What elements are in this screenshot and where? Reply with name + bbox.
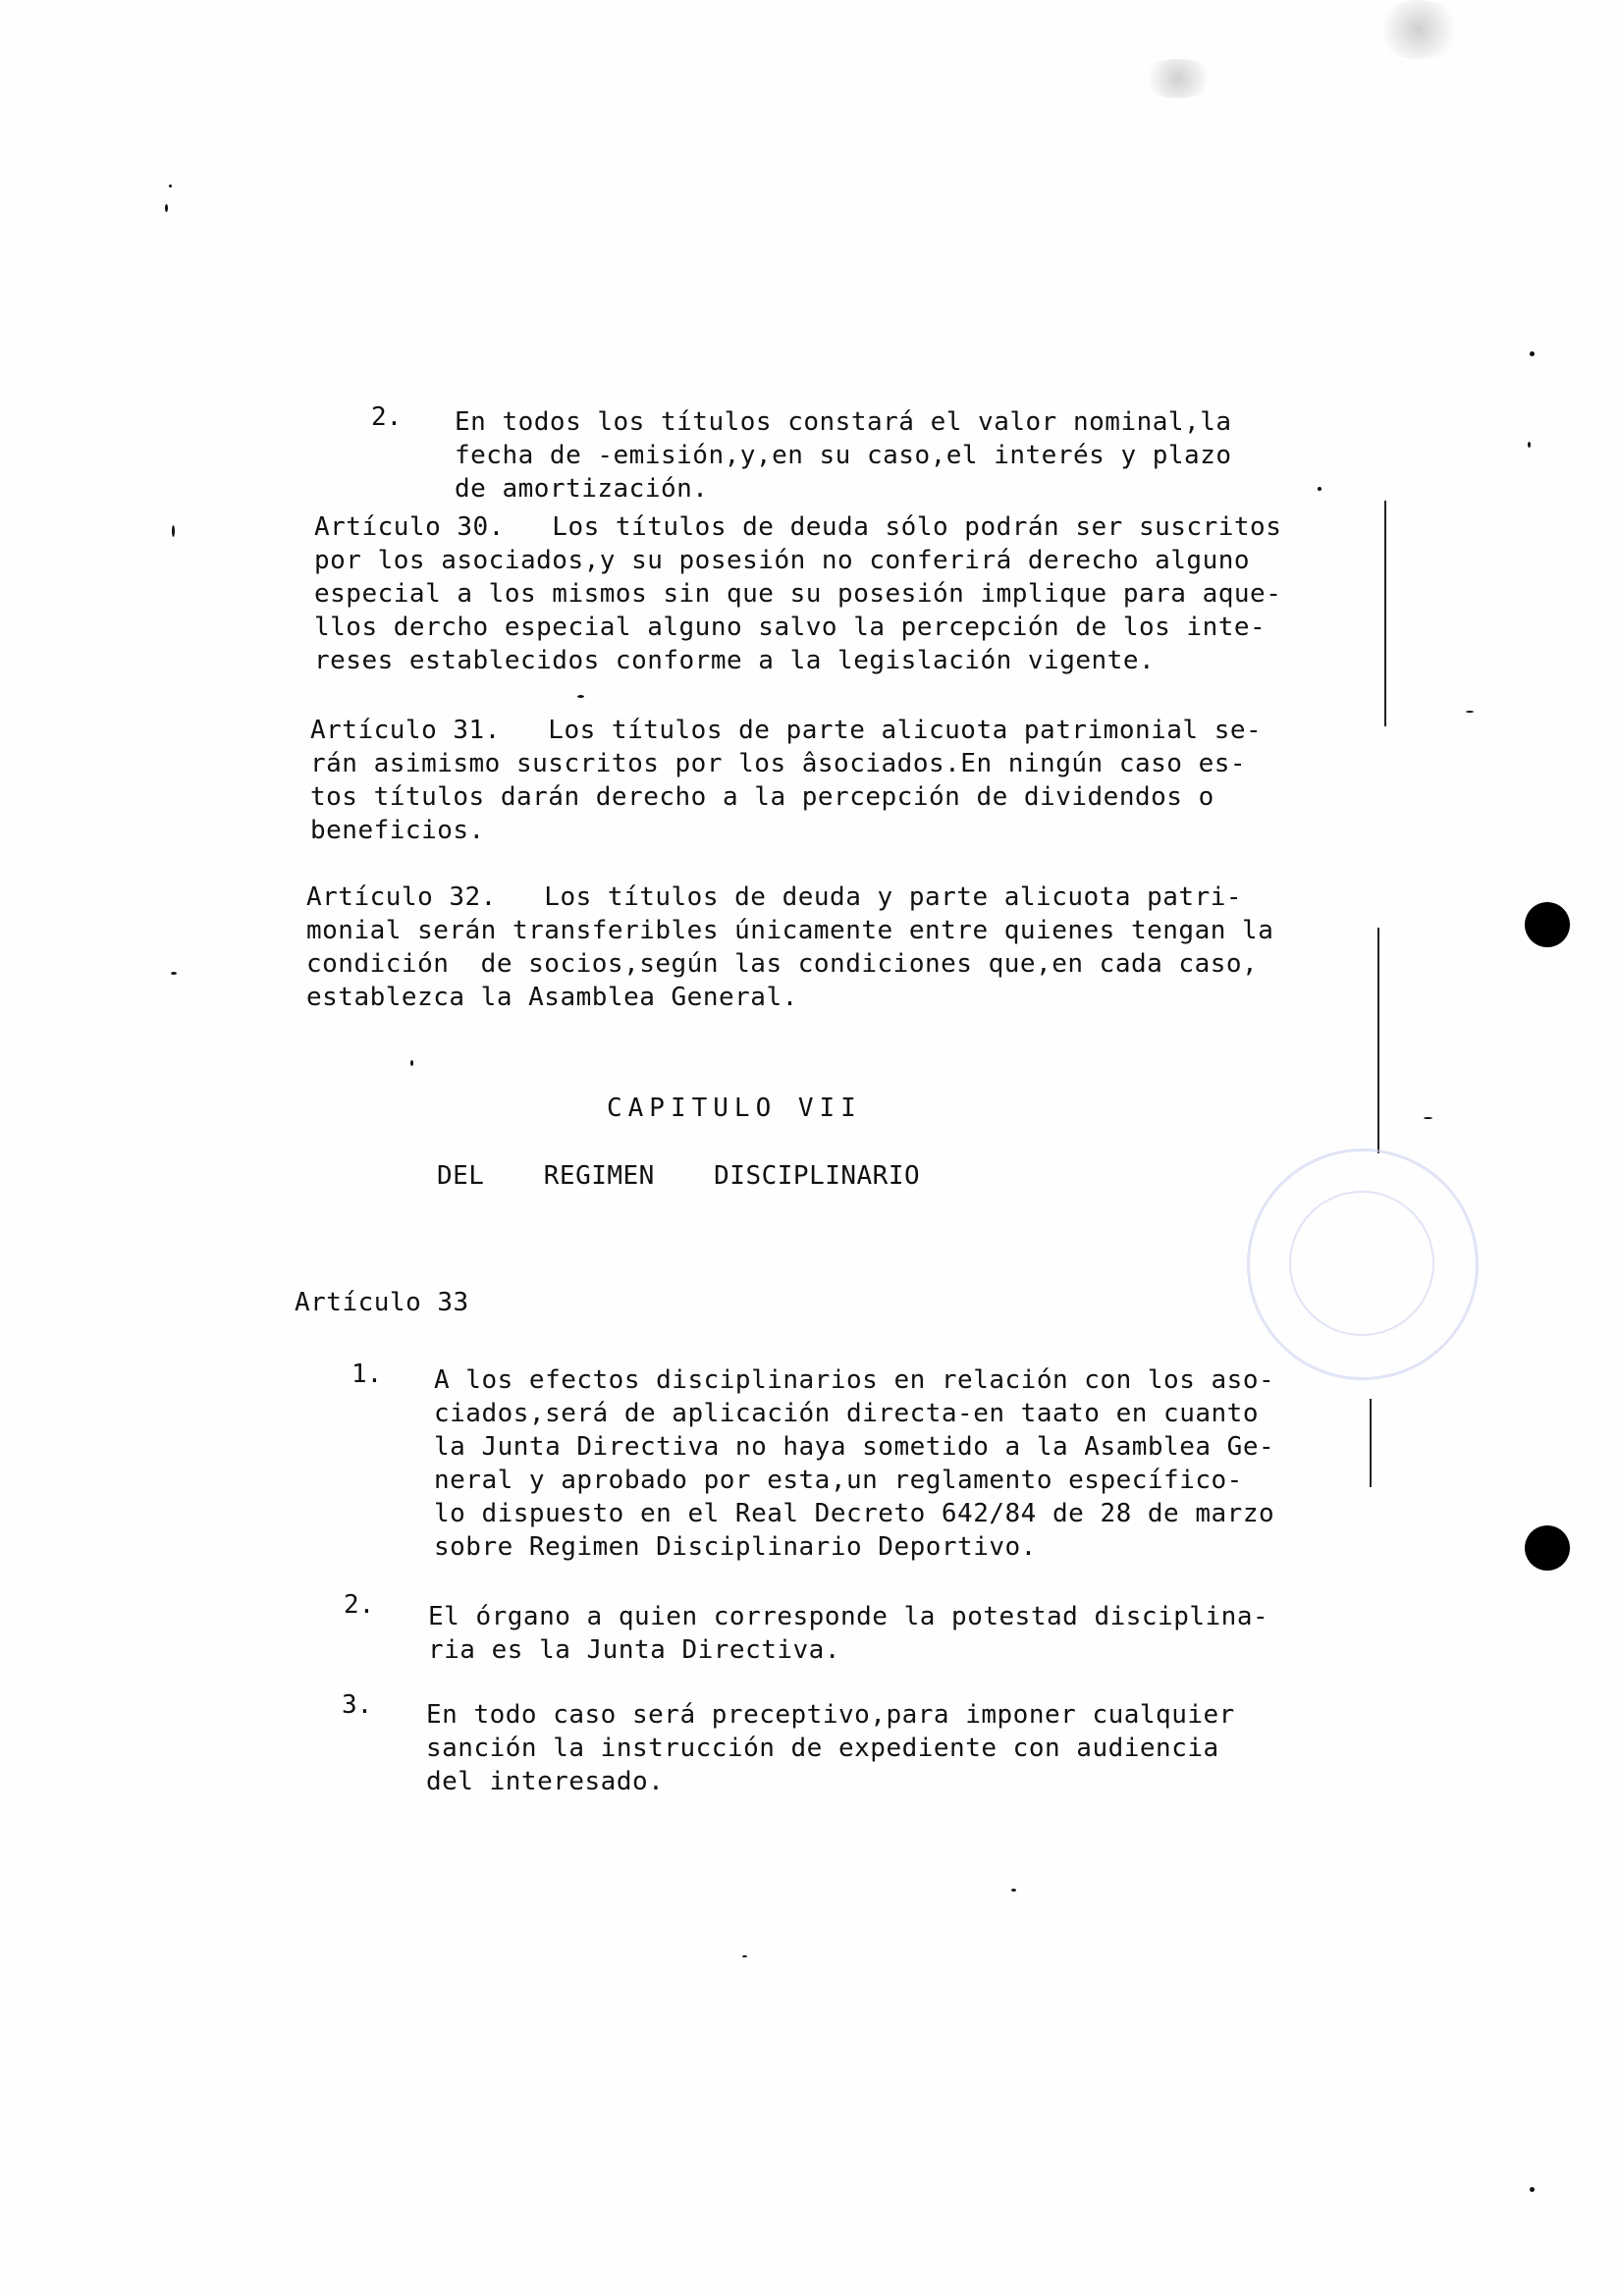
art33-item-1-line-3: la Junta Directiva no haya sometido a la Asamblea Ge-: [434, 1432, 1275, 1462]
speck-13: [742, 1955, 747, 1957]
margin-rule-art32: [1377, 928, 1379, 1153]
art30-line-1: Artículo 30. Los títulos de deuda sólo podrán ser suscritos: [314, 512, 1282, 542]
art33-item-3-number: 3.: [342, 1690, 373, 1720]
art32-line-3: condición de socios,según las condiciones que,en cada caso,: [306, 949, 1259, 979]
art33-item-1-number: 1.: [351, 1360, 383, 1389]
speck-3: [1530, 351, 1535, 356]
art33-item-1-line-2: ciados,será de aplicación directa-en taato en cuanto: [434, 1399, 1259, 1428]
art33-item-1-line-1: A los efectos disciplinarios en relación con los aso-: [434, 1365, 1275, 1395]
speck-1: [169, 185, 172, 187]
art31-line-1: Artículo 31. Los títulos de parte alicuota patrimonial se-: [310, 716, 1263, 745]
art33-heading: Artículo 33: [295, 1288, 469, 1317]
art33-item-3-line-1: En todo caso será preceptivo,para imponer cualquier: [426, 1700, 1235, 1730]
art33-item-3-line-3: del interesado.: [426, 1767, 665, 1796]
art32-line-1: Artículo 32. Los títulos de deuda y parte alicuota patri-: [306, 882, 1243, 912]
scan-smudge-top-left: [1139, 59, 1217, 98]
speck-7: [577, 695, 584, 698]
art32-line-2: monial serán transferibles únicamente entre quienes tengan la: [306, 916, 1274, 945]
speck-4: [1528, 442, 1531, 448]
art31-line-2: rán asimismo suscritos por los âsociados.En ningún caso es-: [310, 749, 1247, 778]
art33-item-1-line-6: sobre Regimen Disciplinario Deportivo.: [434, 1532, 1037, 1562]
speck-9: [410, 1060, 413, 1066]
art33-item-2-line-1: El órgano a quien corresponde la potestad disciplina-: [428, 1602, 1269, 1631]
art30-line-4: llos dercho especial alguno salvo la percepción de los inte-: [314, 613, 1267, 642]
art32-line-4: establezca la Asamblea General.: [306, 983, 798, 1012]
punch-hole-lower: [1525, 1525, 1570, 1571]
section-2-line-2: fecha de -emisión,y,en su caso,el interés y plazo: [455, 441, 1232, 470]
punch-hole-upper: [1525, 902, 1570, 947]
art33-item-1-line-5: lo dispuesto en el Real Decreto 642/84 de 28 de marzo: [434, 1499, 1275, 1528]
section-2-line-1: En todos los títulos constará el valor nominal,la: [455, 407, 1232, 437]
speck-8: [1466, 711, 1474, 713]
speck-10: [1424, 1117, 1432, 1119]
scan-smudge-top-right: [1375, 0, 1463, 59]
chapter-title: CAPITULO VII: [607, 1094, 862, 1123]
speck-11: [171, 972, 177, 975]
art30-line-3: especial a los mismos sin que su posesión implique para aque-: [314, 579, 1282, 609]
chapter-subtitle: DEL REGIMEN DISCIPLINARIO: [437, 1161, 921, 1191]
speck-12: [1011, 1889, 1016, 1892]
margin-rule-art30: [1384, 501, 1386, 726]
faded-stamp: [1247, 1148, 1479, 1380]
art31-line-4: beneficios.: [310, 816, 485, 845]
art30-line-5: reses establecidos conforme a la legislación vigente.: [314, 646, 1156, 675]
art33-item-2-line-2: ria es la Junta Directiva.: [428, 1635, 840, 1665]
art33-item-1-line-4: neral y aprobado por esta,un reglamento específico-: [434, 1466, 1243, 1495]
speck-5: [1318, 487, 1321, 491]
speck-2: [165, 204, 168, 212]
art31-line-3: tos títulos darán derecho a la percepción de dividendos o: [310, 782, 1214, 812]
section-2-number: 2.: [371, 402, 403, 432]
margin-rule-art33: [1370, 1399, 1372, 1487]
speck-14: [1530, 2187, 1535, 2192]
section-2-line-3: de amortización.: [455, 474, 709, 504]
speck-6: [172, 525, 175, 537]
art33-item-2-number: 2.: [344, 1590, 375, 1620]
art33-item-3-line-2: sanción la instrucción de expediente con audiencia: [426, 1734, 1219, 1763]
art30-line-2: por los asociados,y su posesión no conferirá derecho alguno: [314, 546, 1251, 575]
